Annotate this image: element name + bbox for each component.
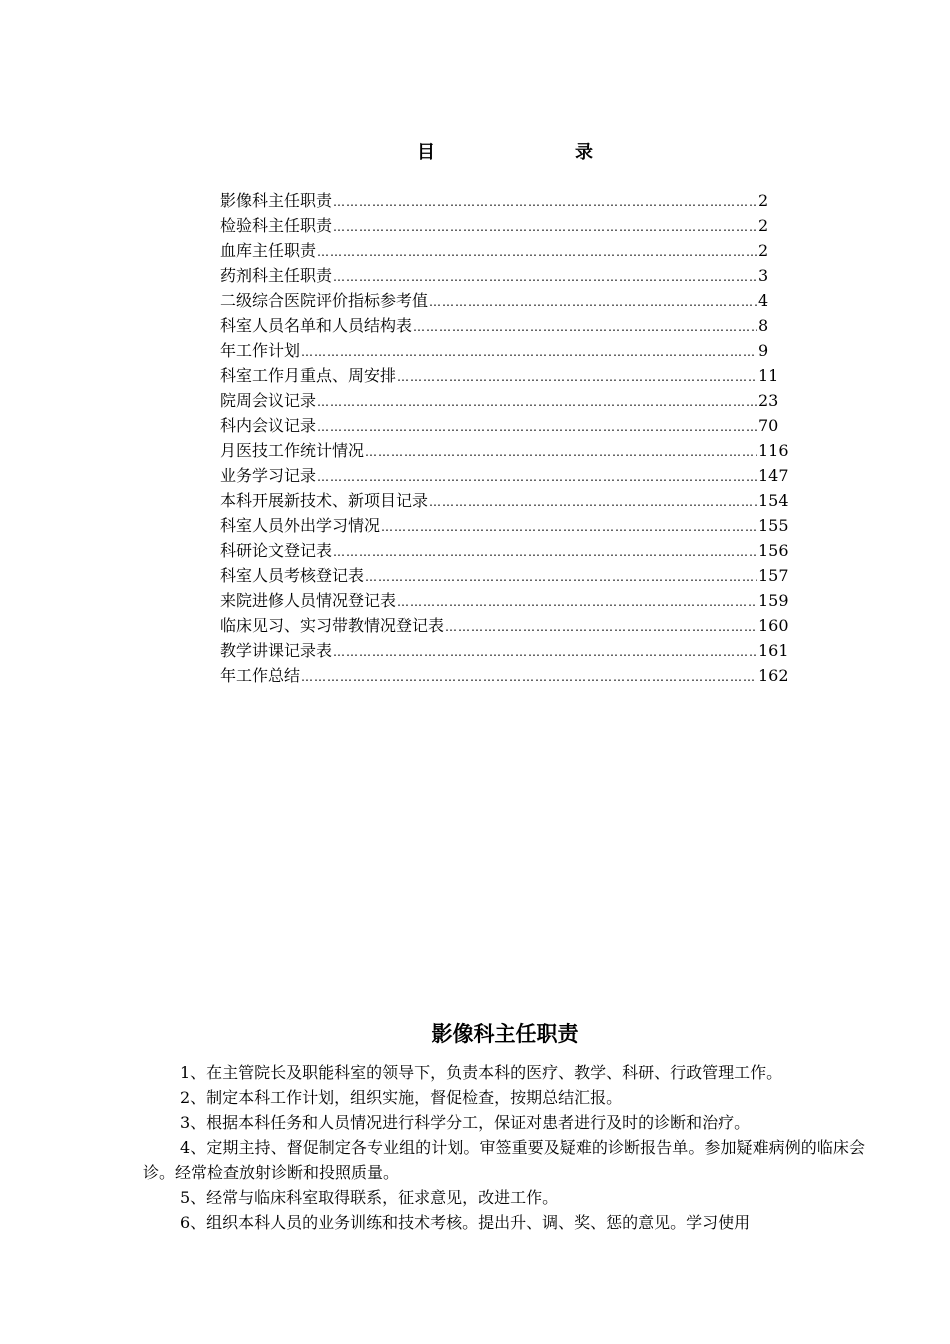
- toc-entry[interactable]: [220, 313, 790, 338]
- toc-entry-label: 年工作计划: [220, 341, 301, 360]
- toc-entry[interactable]: [220, 588, 790, 613]
- toc-entry-page: 11: [758, 366, 779, 385]
- toc-entry[interactable]: [220, 338, 790, 363]
- toc-entry-page: 4: [758, 291, 769, 310]
- table-of-contents: [220, 188, 790, 688]
- toc-entry[interactable]: [220, 613, 790, 638]
- toc-entry-label: 年工作总结: [220, 666, 301, 685]
- toc-entry-label: 科内会议记录: [220, 416, 317, 435]
- toc-leader-dots: [317, 465, 757, 490]
- toc-entry-page: 9: [758, 341, 769, 360]
- toc-leader-dots: [301, 665, 757, 690]
- toc-entry-page: 70: [758, 416, 779, 435]
- toc-entry-label: 科研论文登记表: [220, 541, 333, 560]
- duty-paragraph: 2、制定本科工作计划，组织实施，督促检查，按期总结汇报。: [180, 1088, 623, 1107]
- toc-entry-label: 教学讲课记录表: [220, 641, 333, 660]
- toc-entry-label: 科室人员外出学习情况: [220, 516, 381, 535]
- section-title: 影像科主任职责: [431, 1022, 579, 1046]
- toc-leader-dots: [429, 490, 757, 515]
- toc-entry[interactable]: [220, 538, 790, 563]
- duty-paragraph: 6、组织本科人员的业务训练和技术考核。提出升、调、奖、惩的意见。学习使用: [180, 1213, 751, 1232]
- toc-entry-page: 116: [758, 441, 789, 460]
- toc-entry[interactable]: [220, 488, 790, 513]
- toc-entry-page: 2: [758, 241, 769, 260]
- toc-entry-page: 2: [758, 216, 769, 235]
- toc-entry-page: 160: [758, 616, 789, 635]
- toc-leader-dots: [445, 615, 757, 640]
- toc-entry-page: 156: [758, 541, 789, 560]
- toc-entry-label: 科室工作月重点、周安排: [220, 366, 397, 385]
- duty-paragraph: 3、根据本科任务和人员情况进行科学分工，保证对患者进行及时的诊断和治疗。: [180, 1113, 751, 1132]
- toc-leader-dots: [429, 290, 757, 315]
- toc-entry-label: 二级综合医院评价指标参考值: [220, 291, 429, 310]
- toc-leader-dots: [365, 565, 757, 590]
- toc-entry-page: 159: [758, 591, 789, 610]
- duty-paragraph: 4、定期主持、督促制定各专业组的计划。审签重要及疑难的诊断报告单。参加疑难病例的临床会诊。经常检查放射诊断和投照质量。: [143, 1138, 865, 1182]
- toc-entry[interactable]: [220, 563, 790, 588]
- toc-leader-dots: [301, 340, 757, 365]
- toc-entry[interactable]: [220, 438, 790, 463]
- toc-leader-dots: [317, 415, 757, 440]
- section-body: [143, 1060, 865, 1235]
- toc-entry-page: 3: [758, 266, 769, 285]
- toc-entry-page: 162: [758, 666, 789, 685]
- toc-entry[interactable]: [220, 638, 790, 663]
- toc-entry-label: 业务学习记录: [220, 466, 317, 485]
- toc-entry-label: 影像科主任职责: [220, 191, 333, 210]
- toc-entry-label: 检验科主任职责: [220, 216, 333, 235]
- toc-entry-label: 血库主任职责: [220, 241, 317, 260]
- toc-entry-label: 本科开展新技术、新项目记录: [220, 491, 429, 510]
- toc-entry-label: 来院进修人员情况登记表: [220, 591, 397, 610]
- toc-entry-page: 155: [758, 516, 789, 535]
- duty-paragraph: 5、经常与临床科室取得联系，征求意见，改进工作。: [180, 1188, 559, 1207]
- duty-paragraph: 1、在主管院长及职能科室的领导下，负责本科的医疗、教学、科研、行政管理工作。: [180, 1063, 783, 1082]
- toc-entry-label: 药剂科主任职责: [220, 266, 333, 285]
- toc-leader-dots: [333, 215, 757, 240]
- toc-entry[interactable]: [220, 363, 790, 388]
- toc-entry-page: 154: [758, 491, 789, 510]
- toc-entry-label: 院周会议记录: [220, 391, 317, 410]
- toc-entry-page: 161: [758, 641, 789, 660]
- toc-entry[interactable]: [220, 513, 790, 538]
- toc-entry-page: 147: [758, 466, 789, 485]
- toc-title: [0, 138, 950, 164]
- toc-entry[interactable]: [220, 238, 790, 263]
- toc-entry-label: 科室人员名单和人员结构表: [220, 316, 413, 335]
- toc-title-right: 录: [575, 142, 593, 163]
- toc-leader-dots: [333, 265, 757, 290]
- toc-entry-label: 月医技工作统计情况: [220, 441, 365, 460]
- toc-leader-dots: [381, 515, 757, 540]
- toc-leader-dots: [397, 590, 757, 615]
- toc-entry-label: 科室人员考核登记表: [220, 566, 365, 585]
- toc-entry[interactable]: [220, 463, 790, 488]
- toc-entry-page: 157: [758, 566, 789, 585]
- toc-leader-dots: [317, 390, 757, 415]
- toc-entry-page: 8: [758, 316, 769, 335]
- toc-leader-dots: [333, 640, 757, 665]
- toc-leader-dots: [333, 540, 757, 565]
- toc-leader-dots: [413, 315, 757, 340]
- toc-entry-label: 临床见习、实习带教情况登记表: [220, 616, 445, 635]
- toc-title-left: 目: [417, 142, 435, 163]
- toc-entry[interactable]: [220, 213, 790, 238]
- toc-entry[interactable]: [220, 413, 790, 438]
- toc-entry[interactable]: [220, 188, 790, 213]
- toc-entry[interactable]: [220, 263, 790, 288]
- toc-entry[interactable]: [220, 663, 790, 688]
- toc-leader-dots: [365, 440, 757, 465]
- toc-leader-dots: [317, 240, 757, 265]
- toc-entry[interactable]: [220, 388, 790, 413]
- toc-leader-dots: [333, 190, 757, 215]
- toc-entry-page: 23: [758, 391, 779, 410]
- toc-leader-dots: [397, 365, 757, 390]
- toc-entry[interactable]: [220, 288, 790, 313]
- toc-entry-page: 2: [758, 191, 769, 210]
